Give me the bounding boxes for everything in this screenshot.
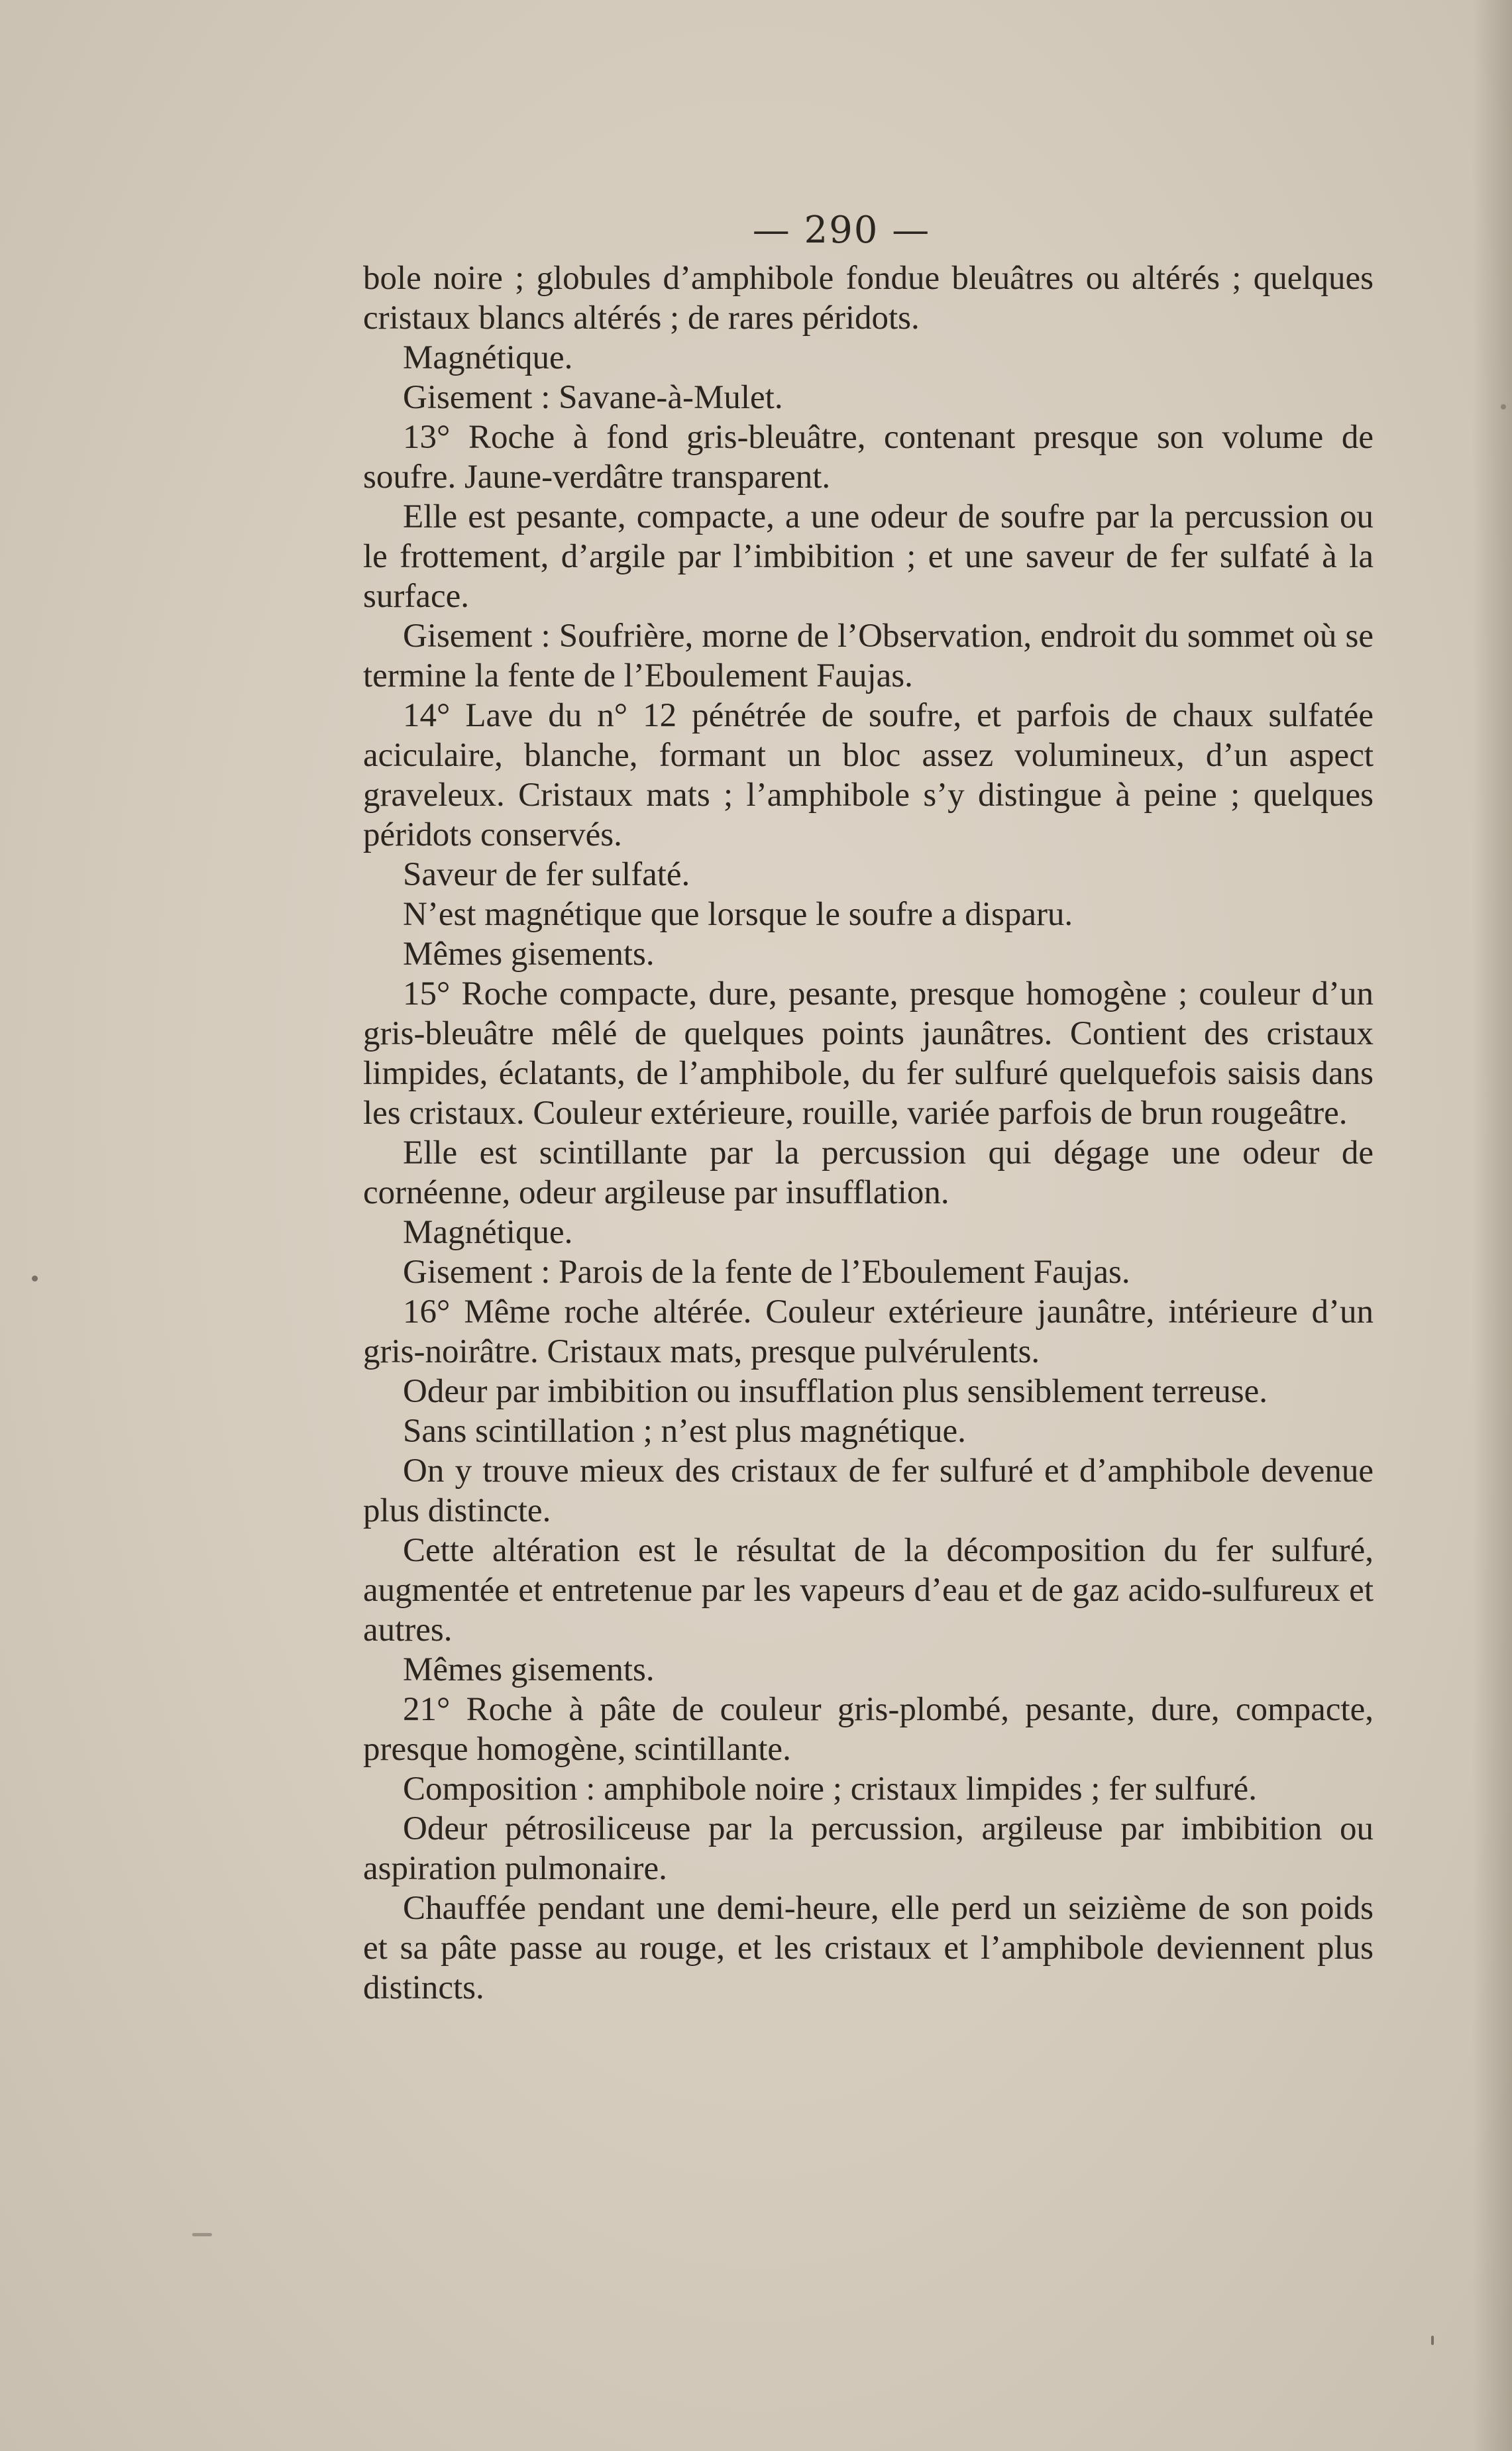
page-number: — 290 — (752, 209, 931, 252)
paragraph: Odeur par imbibition ou insufflation plus sensiblement terreuse. (403, 1373, 1268, 1410)
paragraph: Magnétique. (403, 339, 573, 376)
paragraph: 21° Roche à pâte de couleur gris-plombé, pesante, dure, compacte, presque homogène, scintillante. (363, 1691, 1374, 1768)
paper-speck (32, 1276, 38, 1281)
paragraph: Mêmes gisements. (403, 1651, 655, 1688)
paragraph: Gisement : Soufrière, morne de l’Observation, endroit du sommet où se termine la fente de l’Eboulement Faujas. (363, 618, 1374, 694)
paragraph: 14° Lave du n° 12 pénétrée de soufre, et parfois de chaux sulfatée aciculaire, blanche, formant un bloc assez volumineux, d’un aspect graveleux. Cristaux mats ; l’amphibole s’y distingue à peine ; quelques péridots conservés. (363, 697, 1374, 853)
body-text (363, 258, 1374, 2008)
paragraph: Gisement : Parois de la fente de l’Eboulement Faujas. (403, 1254, 1130, 1291)
paragraph: Chauffée pendant une demi-heure, elle perd un seizième de son poids et sa pâte passe au rouge, et les cristaux et l’amphibole deviennent plus distincts. (363, 1890, 1374, 2006)
paragraph: Saveur de fer sulfaté. (403, 856, 690, 893)
paragraph: Elle est pesante, compacte, a une odeur de soufre par la percussion ou le frottement, d’argile par l’imbibition ; et une saveur de fer sulfaté à la surface. (363, 498, 1374, 615)
page-edge-shadow (1472, 0, 1512, 2451)
paper-speck (1431, 2336, 1434, 2345)
paper-speck (192, 2233, 212, 2236)
paragraph: Magnétique. (403, 1214, 573, 1251)
paragraph: Cette altération est le résultat de la décomposition du fer sulfuré, augmentée et entretenue par les vapeurs d’eau et de gaz acido-sulfureux et autres. (363, 1532, 1374, 1649)
paragraph: Elle est scintillante par la percussion qui dégage une odeur de cornéenne, odeur argileuse par insufflation. (363, 1134, 1374, 1211)
paper-speck (1501, 404, 1506, 409)
paragraph: N’est magnétique que lorsque le soufre a disparu. (403, 896, 1073, 933)
paragraph: Composition : amphibole noire ; cristaux limpides ; fer sulfuré. (403, 1770, 1257, 1808)
paragraph: Mêmes gisements. (403, 936, 655, 973)
paragraph: 16° Même roche altérée. Couleur extérieure jaunâtre, intérieure d’un gris-noirâtre. Cristaux mats, presque pulvérulents. (363, 1293, 1374, 1370)
paragraph: Sans scintillation ; n’est plus magnétique. (403, 1413, 966, 1450)
paragraph: 15° Roche compacte, dure, pesante, presque homogène ; couleur d’un gris-bleuâtre mêlé de quelques points jaunâtres. Contient des cristaux limpides, éclatants, de l’amphibole, du fer sulfuré quelquefois saisis dans les cristaux. Couleur extérieure, rouille, variée parfois de brun rougeâtre. (363, 975, 1374, 1132)
paragraph: Gisement : Savane-à-Mulet. (403, 379, 783, 416)
paragraph: On y trouve mieux des cristaux de fer sulfuré et d’amphibole devenue plus distincte. (363, 1452, 1374, 1529)
paragraph: bole noire ; globules d’amphibole fondue bleuâtres ou altérés ; quelques cristaux blancs altérés ; de rares péridots. (363, 260, 1374, 337)
paragraph: 13° Roche à fond gris-bleuâtre, contenant presque son volume de soufre. Jaune-verdâtre transparent. (363, 419, 1374, 496)
paragraph: Odeur pétrosiliceuse par la percussion, argileuse par imbibition ou aspiration pulmonaire. (363, 1810, 1374, 1887)
